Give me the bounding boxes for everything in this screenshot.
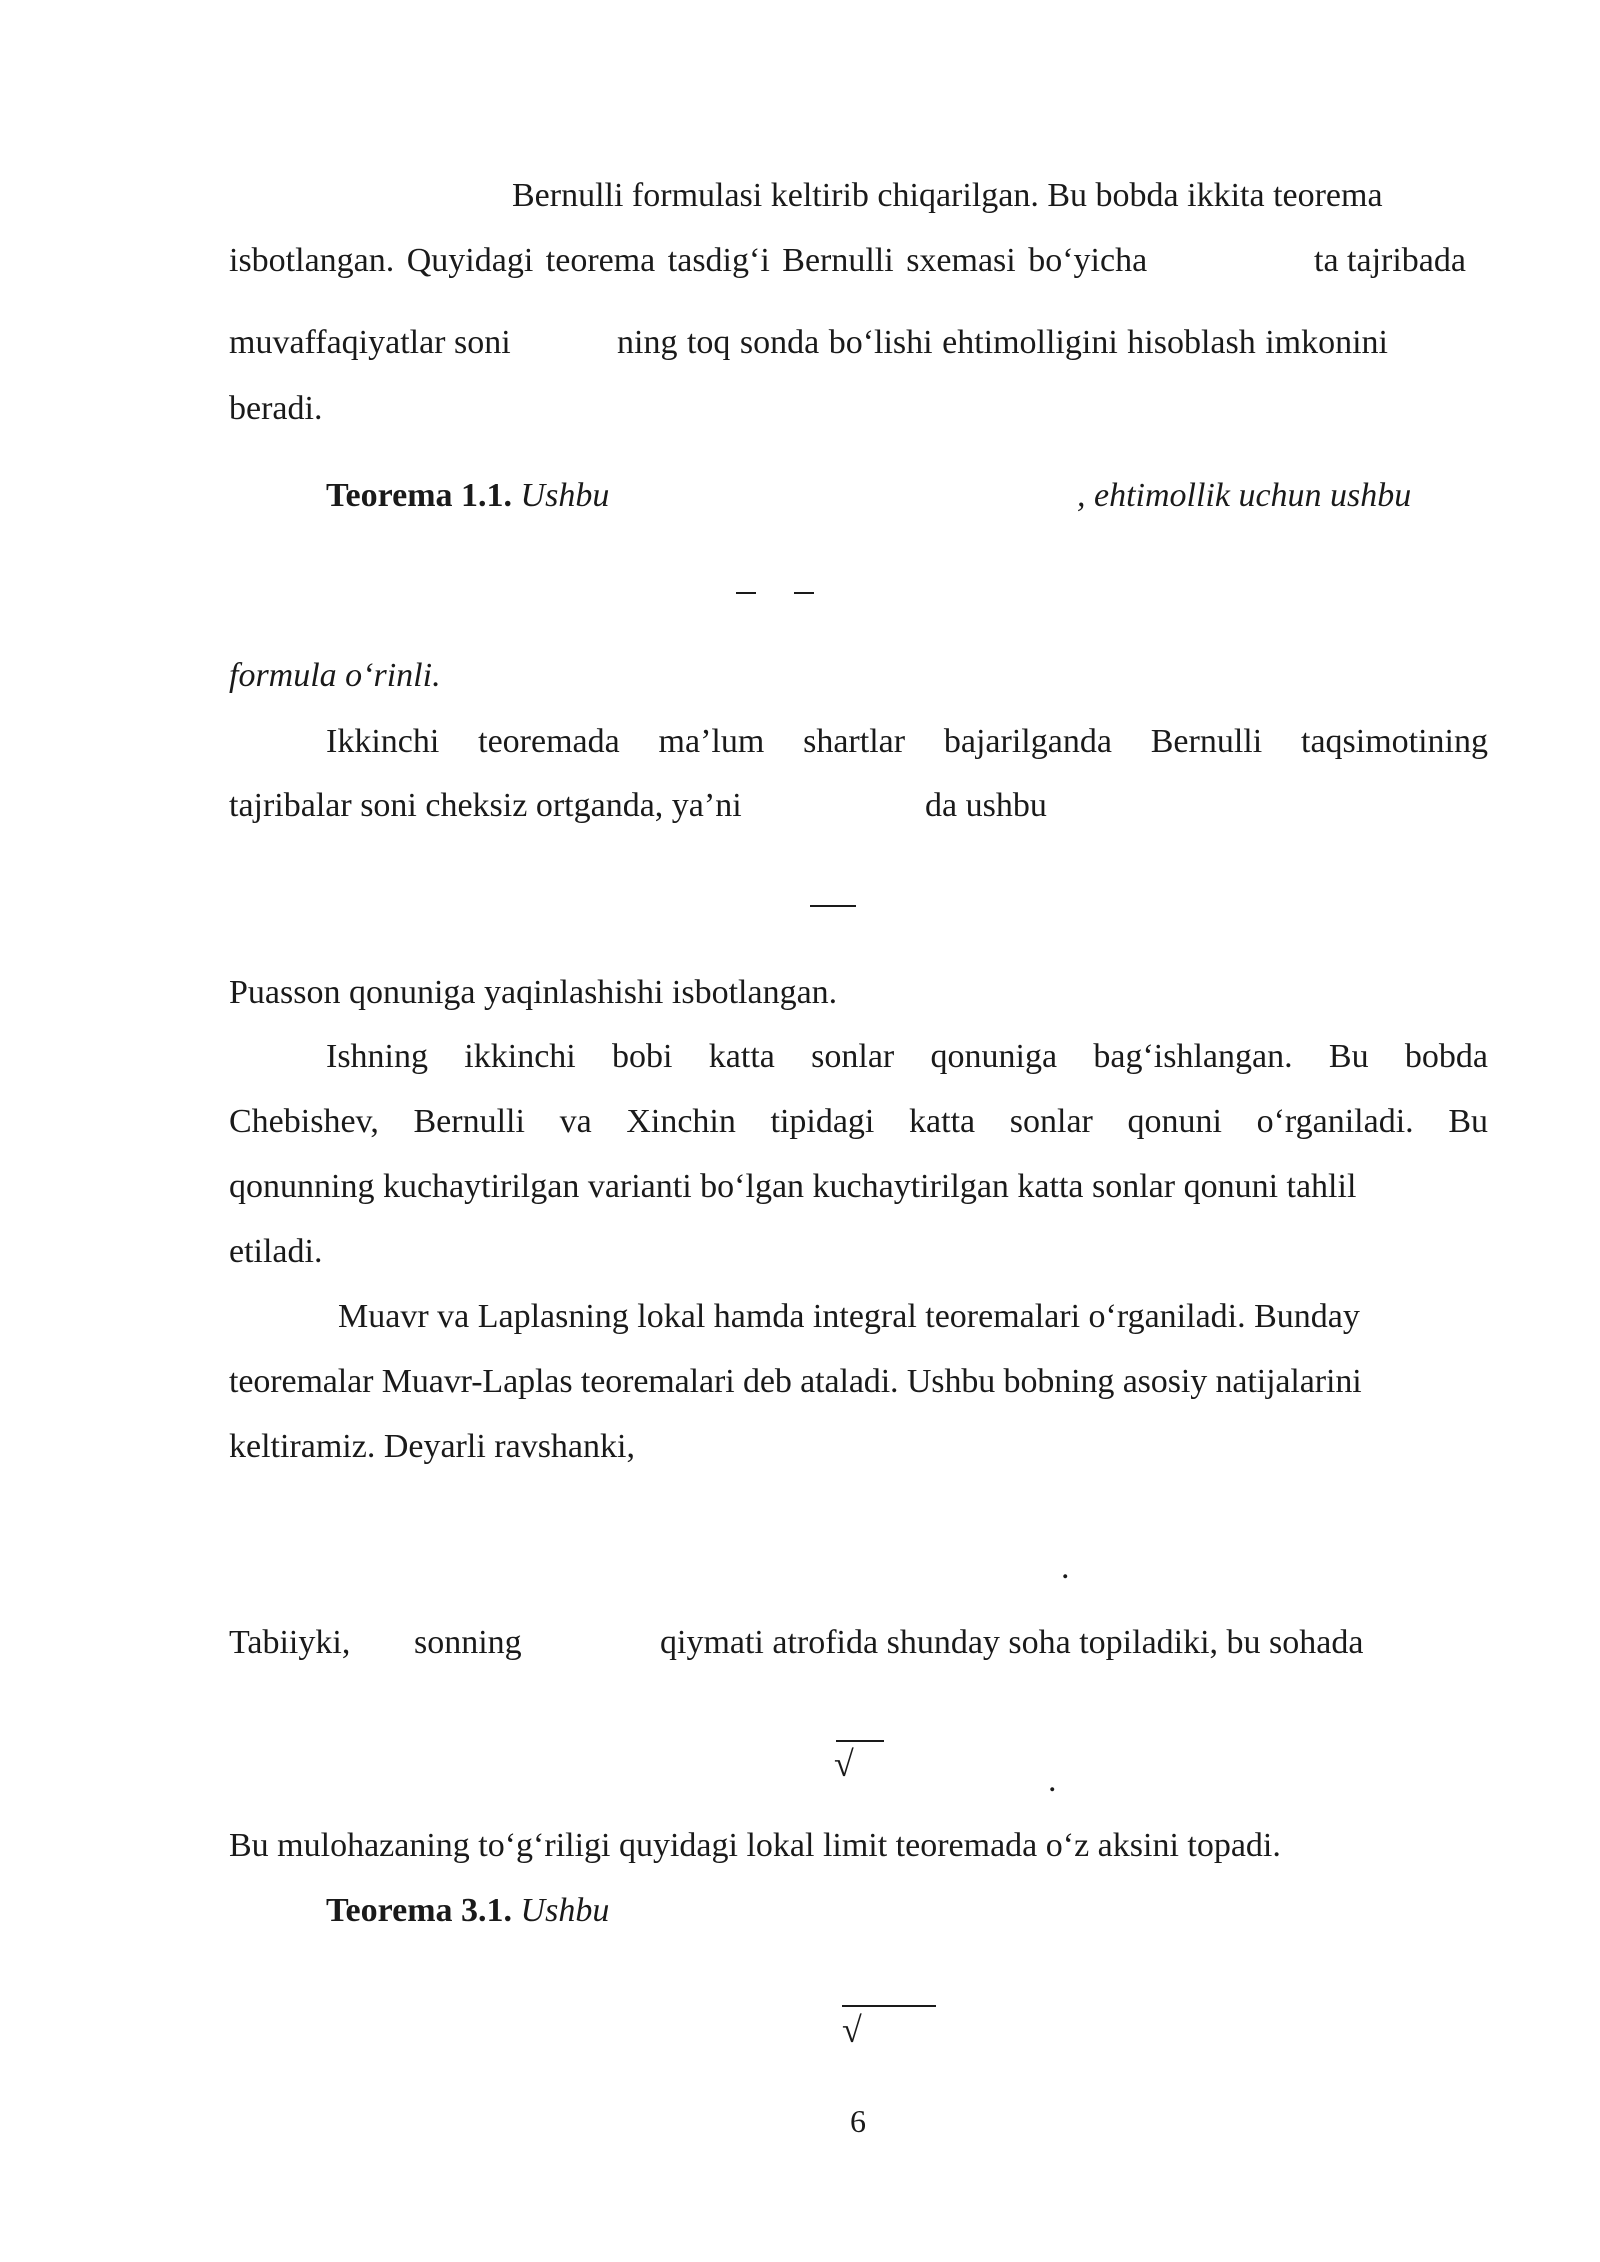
theorem-1-1-label: Teorema 1.1. — [326, 477, 513, 514]
page-number: 6 — [850, 2103, 866, 2139]
paragraph-1-line-3b: ning toq sonda bo‘lishi ehtimolligini hisoblash imkonini — [617, 324, 1388, 361]
paragraph-3-line-2 — [229, 1102, 1488, 1142]
paragraph-4-line-3: keltiramiz. Deyarli ravshanki, — [229, 1428, 635, 1465]
theorem-3-1-heading — [326, 1891, 609, 1931]
paragraph-1-line-4: beradi. — [229, 390, 323, 427]
sqrt-bar-2 — [842, 2005, 936, 2007]
paragraph-2-line-2b: da ushbu — [925, 787, 1047, 824]
paragraph-3-line-3: qonunning kuchaytirilgan varianti bo‘lgan kuchaytirilgan katta sonlar qonuni tahlil — [229, 1168, 1357, 1205]
paragraph-4-line-2: teoremalar Muavr-Laplas teoremalari deb ataladi. Ushbu bobning asosiy natijalarini — [229, 1363, 1362, 1400]
formula-end-period-2: . — [1048, 1762, 1057, 1799]
paragraph-3-line-4: etiladi. — [229, 1233, 323, 1270]
theorem-1-1-text-b: , ehtimollik uchun ushbu — [1077, 477, 1412, 514]
paragraph-2-line-1-text: Ikkinchi teoremada ma’lum shartlar bajarilganda Bernulli taqsimotining — [326, 723, 1488, 760]
theorem-1-1-fraction-bar-2 — [794, 592, 814, 594]
theorem-1-1-heading — [326, 476, 609, 516]
paragraph-5-text-b: sonning — [414, 1624, 522, 1661]
sqrt-bar-1 — [836, 1740, 884, 1742]
paragraph-2-line-3: Puasson qonuniga yaqinlashishi isbotlangan. — [229, 974, 838, 1011]
poisson-fraction-bar — [810, 905, 856, 907]
sqrt-icon: √ — [842, 2010, 862, 2050]
formula-end-period-1: . — [1061, 1549, 1070, 1586]
paragraph-3-line-2-text: Chebishev, Bernulli va Xinchin tipidagi katta sonlar qonuni o‘rganiladi. Bu — [229, 1103, 1488, 1140]
paragraph-2-line-2a: tajribalar soni cheksiz ortganda, ya’ni — [229, 787, 742, 824]
theorem-3-1-label: Teorema 3.1. — [326, 1892, 513, 1929]
paragraph-1-line-3a: muvaffaqiyatlar soni — [229, 324, 511, 361]
paragraph-2-line-1 — [326, 722, 1488, 762]
paragraph-5-text-a: Tabiiyki, — [229, 1624, 351, 1661]
theorem-1-1-text-a: Ushbu — [520, 477, 610, 514]
theorem-1-1-conclusion: formula o‘rinli. — [229, 657, 441, 694]
paragraph-6: Bu mulohazaning to‘g‘riligi quyidagi lokal limit teoremada o‘z aksini topadi. — [229, 1827, 1281, 1864]
paragraph-3-line-1-text: Ishning ikkinchi bobi katta sonlar qonuniga bag‘ishlangan. Bu bobda — [326, 1038, 1488, 1075]
theorem-3-1-text-a: Ushbu — [520, 1892, 610, 1929]
paragraph-3-line-1 — [326, 1037, 1488, 1077]
paragraph-1-line-2a: isbotlangan. Quyidagi teorema tasdig‘i Bernulli sxemasi bo‘yicha — [229, 242, 1148, 279]
paragraph-4-line-1: Muavr va Laplasning lokal hamda integral teoremalari o‘rganiladi. Bunday — [338, 1298, 1360, 1335]
paragraph-5-text-c: qiymati atrofida shunday soha topiladiki, bu sohada — [660, 1624, 1364, 1661]
sqrt-icon: √ — [834, 1744, 854, 1784]
paragraph-1-line-1: Bernulli formulasi keltirib chiqarilgan. Bu bobda ikkita teorema — [512, 177, 1383, 214]
paragraph-1-line-2b: ta tajribada — [1314, 242, 1466, 279]
theorem-1-1-fraction-bar-1 — [736, 592, 756, 594]
